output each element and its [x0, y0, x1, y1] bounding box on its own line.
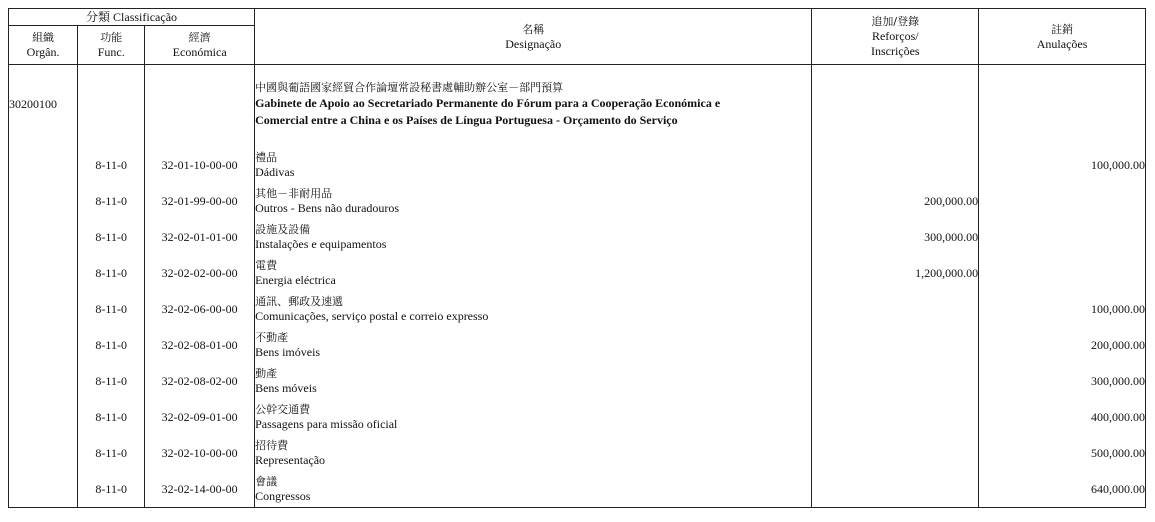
- reforcos-value: 200,000.00: [812, 183, 979, 219]
- designation-header-zh: 名稱: [522, 22, 545, 36]
- item-designation: [255, 471, 812, 508]
- anulacoes-header-zh: 註銷: [1051, 22, 1074, 36]
- anulacoes-value: [979, 219, 1146, 255]
- department-name: [255, 65, 812, 144]
- department-row: [9, 65, 1146, 144]
- func-header-zh: 功能: [100, 31, 123, 44]
- item-designation: [255, 399, 812, 435]
- econ-code: 32-02-08-01-00: [145, 327, 255, 363]
- item-name-zh: 電費: [255, 259, 278, 272]
- anulacoes-value: [979, 183, 1146, 219]
- item-name-zh: 禮品: [255, 151, 278, 164]
- designation-header: [255, 9, 812, 65]
- anulacoes-value: 640,000.00: [979, 471, 1146, 508]
- item-name-zh: 通訊、郵政及速遞: [255, 295, 344, 308]
- econ-code: 32-02-02-00-00: [145, 255, 255, 291]
- anulacoes-value: 200,000.00: [979, 327, 1146, 363]
- econ-code: 32-02-01-01-00: [145, 219, 255, 255]
- func-code: 8-11-0: [78, 219, 145, 255]
- item-designation: [255, 219, 812, 255]
- table-row: [9, 327, 1146, 363]
- econ-header-zh: 經濟: [188, 31, 211, 44]
- item-name-pt: Dádivas: [255, 165, 295, 179]
- anulacoes-value: 100,000.00: [979, 291, 1146, 327]
- func-code: 8-11-0: [78, 183, 145, 219]
- department-name-pt2: Comercial entre a China e os Países de Língua Portuguesa - Orçamento do Serviço: [255, 112, 678, 127]
- item-designation: [255, 183, 812, 219]
- designation-header-pt: Designação: [505, 36, 562, 51]
- reforcos-value: 300,000.00: [812, 219, 979, 255]
- anulacoes-value: 100,000.00: [979, 147, 1146, 183]
- anulacoes-header: [979, 9, 1146, 65]
- table-row: [9, 147, 1146, 183]
- table-row: [9, 435, 1146, 471]
- anulacoes-value: 400,000.00: [979, 399, 1146, 435]
- reforcos-value: [812, 291, 979, 327]
- func-code: 8-11-0: [78, 147, 145, 183]
- table-header: [9, 9, 1146, 65]
- table-row: [9, 183, 1146, 219]
- item-name-pt: Instalações e equipamentos: [255, 237, 387, 251]
- department-code: 30200100: [9, 65, 78, 144]
- reforcos-header-zh: 追加/登錄: [871, 15, 920, 28]
- item-designation: [255, 435, 812, 471]
- department-name-zh: 中國與葡語國家經貿合作論壇常設秘書處輔助辦公室－部門預算: [255, 80, 564, 94]
- func-code: 8-11-0: [78, 255, 145, 291]
- reforcos-value: [812, 327, 979, 363]
- econ-code: 32-02-08-02-00: [145, 363, 255, 399]
- econ-header-pt: Económica: [172, 45, 227, 59]
- econ-code: 32-01-99-00-00: [145, 183, 255, 219]
- item-designation: [255, 363, 812, 399]
- item-name-zh: 招待費: [255, 439, 289, 452]
- item-name-pt: Bens imóveis: [255, 345, 321, 359]
- func-code: 8-11-0: [78, 435, 145, 471]
- anulacoes-header-pt: Anulações: [1036, 36, 1088, 51]
- item-designation: [255, 255, 812, 291]
- item-designation: [255, 147, 812, 183]
- classification-header: 分類 Classificação: [9, 9, 255, 26]
- item-name-pt: Comunicações, serviço postal e correio expresso: [255, 309, 489, 323]
- item-name-pt: Bens móveis: [255, 381, 317, 395]
- item-name-zh: 不動產: [255, 331, 289, 344]
- reforcos-header-pt2: Inscrições: [870, 44, 920, 58]
- item-name-pt: Outros - Bens não duradouros: [255, 201, 400, 215]
- table-row: [9, 363, 1146, 399]
- table-body: [9, 65, 1146, 508]
- item-name-zh: 其他－非耐用品: [255, 187, 333, 200]
- item-name-zh: 公幹交通費: [255, 403, 311, 416]
- department-name-pt1: Gabinete de Apoio ao Secretariado Permanente do Fórum para a Cooperação Económica e: [255, 95, 721, 110]
- table-row: [9, 471, 1146, 508]
- anulacoes-value: 500,000.00: [979, 435, 1146, 471]
- item-name-zh: 會議: [255, 475, 278, 488]
- econ-code: 32-01-10-00-00: [145, 147, 255, 183]
- func-code: 8-11-0: [78, 471, 145, 508]
- reforcos-header-pt1: Reforços/: [871, 29, 919, 43]
- reforcos-value: [812, 399, 979, 435]
- econ-code: 32-02-10-00-00: [145, 435, 255, 471]
- func-code: 8-11-0: [78, 327, 145, 363]
- item-name-zh: 動產: [255, 367, 278, 380]
- org-header: [9, 26, 78, 65]
- table-row: [9, 399, 1146, 435]
- budget-table: [8, 8, 1146, 508]
- item-name-pt: Energia eléctrica: [255, 273, 336, 287]
- reforcos-value: [812, 363, 979, 399]
- item-designation: [255, 327, 812, 363]
- item-name-pt: Congressos: [255, 489, 311, 503]
- org-header-pt: Orgân.: [26, 45, 60, 59]
- table-row: [9, 255, 1146, 291]
- reforcos-value: [812, 435, 979, 471]
- func-header: [78, 26, 145, 65]
- func-code: 8-11-0: [78, 363, 145, 399]
- func-code: 8-11-0: [78, 291, 145, 327]
- reforcos-header: [812, 9, 979, 65]
- table-row: [9, 291, 1146, 327]
- org-header-zh: 組織: [32, 31, 55, 44]
- econ-header: [145, 26, 255, 65]
- item-name-pt: Passagens para missão oficial: [255, 417, 398, 431]
- reforcos-value: 1,200,000.00: [812, 255, 979, 291]
- func-header-pt: Func.: [97, 45, 125, 59]
- reforcos-value: [812, 471, 979, 508]
- anulacoes-value: 300,000.00: [979, 363, 1146, 399]
- econ-code: 32-02-14-00-00: [145, 471, 255, 508]
- item-name-pt: Representação: [255, 453, 326, 467]
- anulacoes-value: [979, 255, 1146, 291]
- econ-code: 32-02-09-01-00: [145, 399, 255, 435]
- econ-code: 32-02-06-00-00: [145, 291, 255, 327]
- table-row: [9, 219, 1146, 255]
- func-code: 8-11-0: [78, 399, 145, 435]
- item-designation: [255, 291, 812, 327]
- reforcos-value: [812, 147, 979, 183]
- item-name-zh: 設施及設備: [255, 223, 311, 236]
